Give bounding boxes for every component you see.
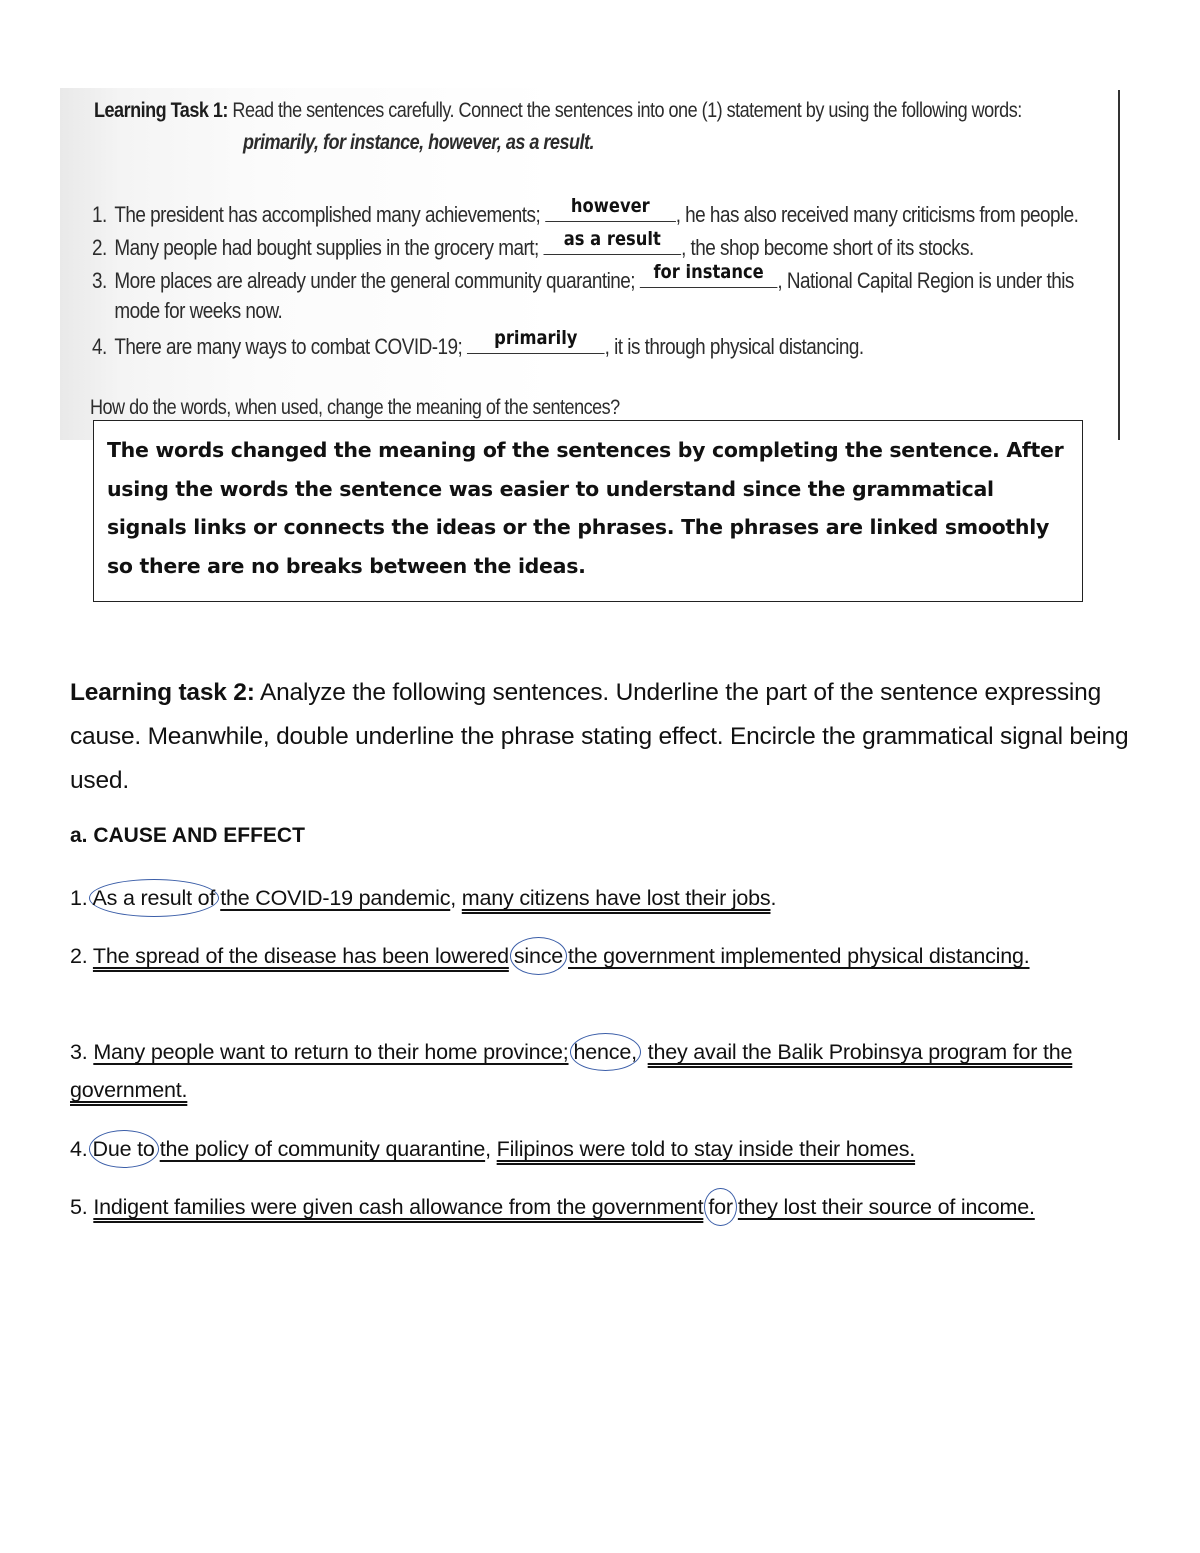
task1-item: 2. Many people had bought supplies in the grocery mart; as a result , the shop become short of its stocks. xyxy=(92,228,974,260)
effect-phrase: Indigent families were given cash allowance from the government xyxy=(93,1195,704,1219)
task2-instruction: Analyze the following sentences. Underline the part of the sentence expressing cause. Meanwhile, double underline the phrase stating effect. Encircle the grammatical signal being used. xyxy=(70,679,1129,794)
cause-phrase: Many people want to return to their home province; xyxy=(93,1040,569,1064)
grammatical-signal: for xyxy=(704,1188,737,1226)
cause-phrase: the government implemented physical distancing. xyxy=(568,944,1030,968)
cause-phrase: the COVID-19 pandemic xyxy=(220,886,451,910)
task1-items xyxy=(92,195,1078,360)
task1-answer-box xyxy=(93,420,1083,602)
task1-heading xyxy=(94,99,1022,123)
sentence-4: 4. Due to the policy of community quarantine, Filipinos were told to stay inside their homes. xyxy=(70,1130,1130,1168)
task2-intro xyxy=(70,671,1150,803)
answer-blank: as a result xyxy=(543,228,681,255)
answer-blank: for instance xyxy=(640,261,778,288)
cause-phrase: they lost their source of income. xyxy=(737,1195,1035,1219)
effect-phrase: Filipinos were told to stay inside their homes. xyxy=(496,1137,916,1161)
effect-phrase: The spread of the disease has been lowered xyxy=(92,944,509,968)
answer-blank: however xyxy=(545,195,676,222)
task1-item: 1. The president has accomplished many achievements; however , he has also received many criticisms from people. xyxy=(92,195,1079,227)
grammatical-signal: since xyxy=(510,937,567,975)
answer-blank: primarily xyxy=(467,327,605,354)
grammatical-signal: As a result of xyxy=(89,879,220,917)
task1-item: 4. There are many ways to combat COVID-19; primarily , it is through physical distancing. xyxy=(92,327,864,359)
grammatical-signal: hence, xyxy=(570,1033,641,1071)
task1-item-continued: mode for weeks now. xyxy=(114,298,283,323)
task2-title: Learning task 2: xyxy=(70,679,255,706)
task1-item: 3. More places are already under the general community quarantine; for instance , National Capital Region is under this xyxy=(92,261,1074,293)
effect-phrase: they avail the Balik Probinsya program for the government. xyxy=(70,1040,1073,1102)
task1-title: Learning Task 1: xyxy=(94,99,228,122)
sentence-3: 3. Many people want to return to their home province; hence, they avail the Balik Probinsya program for the government. xyxy=(70,1033,1130,1109)
task2-subheading: a. CAUSE AND EFFECT xyxy=(70,824,305,847)
scan-edge-line xyxy=(1118,90,1120,440)
task1-answer-text: The words changed the meaning of the sentences by completing the sentence. After using the words the sentence was easier to understand since the grammatical signals links or connects the ideas or the phrases. The phrases are linked smoothly so there are no breaks between the ideas. xyxy=(107,438,1064,578)
sentence-2: 2. The spread of the disease has been lowered since the government implemented physical distancing. xyxy=(70,937,1130,975)
grammatical-signal: Due to xyxy=(89,1130,159,1168)
effect-phrase: many citizens have lost their jobs xyxy=(461,886,771,910)
sentence-1: 1. As a result of the COVID-19 pandemic, many citizens have lost their jobs. xyxy=(70,879,1130,917)
task1-word-bank: primarily, for instance, however, as a result. xyxy=(243,131,595,154)
cause-phrase: the policy of community quarantine xyxy=(159,1137,486,1161)
task1-question: How do the words, when used, change the meaning of the sentences? xyxy=(90,396,620,419)
task1-instruction: Read the sentences carefully. Connect the sentences into one (1) statement by using the following words: xyxy=(227,99,1022,122)
sentence-5: 5. Indigent families were given cash allowance from the government for they lost their source of income. xyxy=(70,1188,1130,1226)
